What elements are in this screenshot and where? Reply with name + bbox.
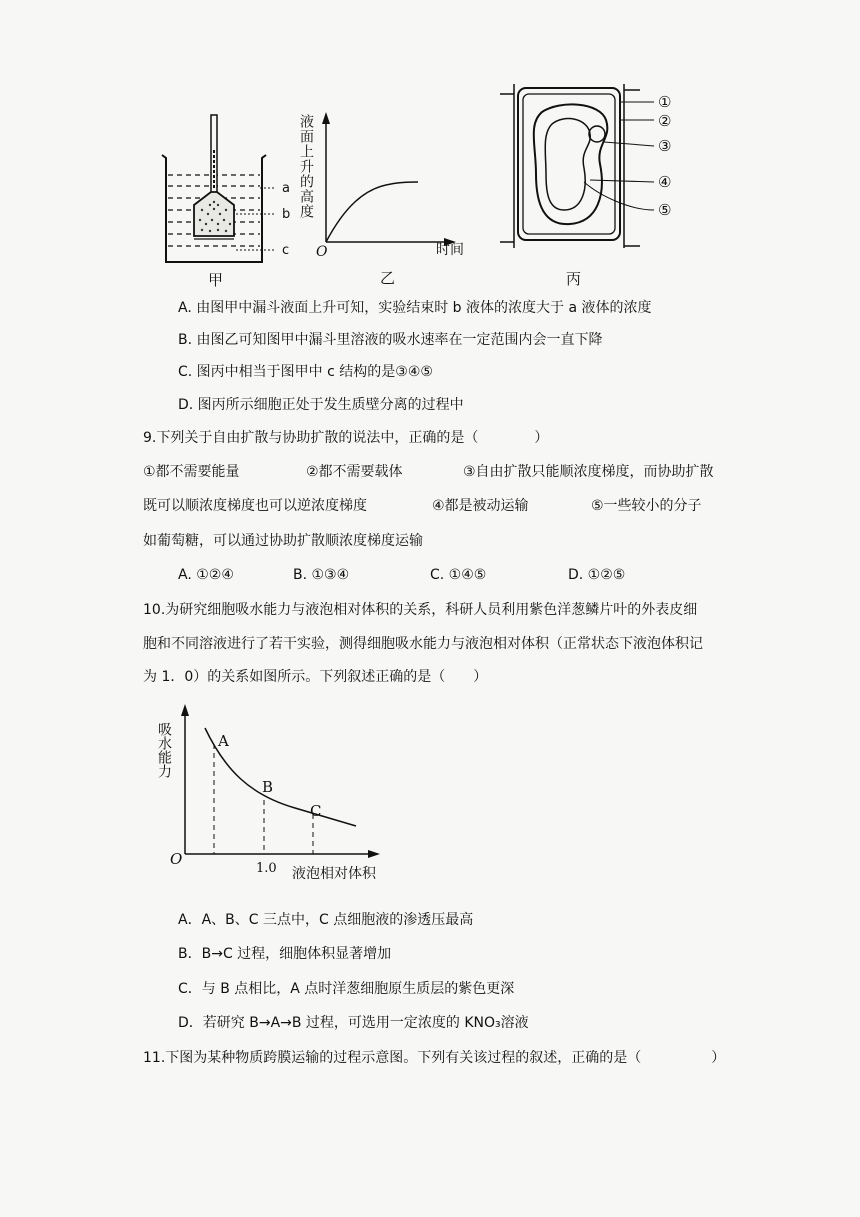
point-c: C [310,802,322,820]
figure-yi-graph [276,100,496,290]
label-a: a [282,181,290,196]
q9-item-1: ①都不需要能量 [143,464,240,480]
q8-option-b: B. 由图乙可知图甲中漏斗里溶液的吸水速率在一定范围内会一直下降 [178,332,603,348]
q9-option-d: D. ①②⑤ [568,567,626,583]
q9-item-5-cont: 如葡萄糖，可以通过协助扩散顺浓度梯度运输 [143,533,423,549]
q10-option-c: C．与 B 点相比，A 点时洋葱细胞原生质层的紫色更深 [178,981,515,997]
q8-option-a: A. 由图甲中漏斗液面上升可知，实验结束时 b 液体的浓度大于 a 液体的浓度 [178,300,652,316]
label-1: ① [658,93,672,111]
caption-yi: 乙 [380,269,396,287]
q10-origin: O [170,850,183,868]
q9-stem: 9.下列关于自由扩散与协助扩散的说法中，正确的是（ ） [143,430,549,446]
q9-item-2: ②都不需要载体 [306,464,403,480]
q8-option-d: D. 图丙所示细胞正处于发生质壁分离的过程中 [178,397,464,413]
x-axis-label: 时间 [436,242,464,258]
q10-stem-line-2: 胞和不同溶液进行了若干实验，测得细胞吸水能力与液泡相对体积（正常状态下液泡体积记 [143,636,703,652]
label-c: c [282,243,290,258]
q9-item-5: ⑤一些较小的分子 [591,498,702,514]
q8-option-c: C. 图丙中相当于图甲中 c 结构的是③④⑤ [178,364,433,380]
q9-item-3-cont: 既可以顺浓度梯度也可以逆浓度梯度 [143,498,367,514]
curve [326,182,418,242]
q10-option-d: D．若研究 B→A→B 过程，可选用一定浓度的 KNO₃溶液 [178,1015,529,1031]
q11-stem: 11.下图为某种物质跨膜运输的过程示意图。下列有关该过程的叙述，正确的是（ ） [143,1050,726,1066]
point-b: B [262,778,274,796]
caption-bing: 丙 [566,270,582,288]
q9-option-a: A. ①②④ [178,567,234,583]
q9-item-4: ④都是被动运输 [432,498,529,514]
point-a: A [218,732,229,750]
q10-x-label: 液泡相对体积 [292,866,376,882]
q9-option-c: C. ①④⑤ [430,567,487,583]
label-4: ④ [658,173,672,191]
label-b: b [282,207,291,222]
q10-option-a: A．A、B、C 三点中，C 点细胞液的渗透压最高 [178,912,474,928]
y-axis-label: 液面上升的高度 [298,114,314,219]
q10-graph [150,700,410,890]
label-5: ⑤ [658,201,672,219]
q10-tick-1: 1.0 [256,861,277,876]
label-2: ② [658,112,672,130]
caption-jia: 甲 [208,271,224,289]
q9-item-3: ③自由扩散只能顺浓度梯度，而协助扩散 [463,464,714,480]
q10-stem-line-1: 10.为研究细胞吸水能力与液泡相对体积的关系，科研人员利用紫色洋葱鳞片叶的外表皮细 [143,602,698,618]
q10-stem-line-3: 为 1．0）的关系如图所示。下列叙述正确的是（ ） [143,669,488,685]
q9-option-b: B. ①③④ [293,567,350,583]
label-3: ③ [658,137,672,155]
q10-y-label: 吸水能力 [156,722,172,778]
figure-bing-plant-cell [500,84,700,290]
origin-label: O [316,244,328,260]
q10-option-b: B．B→C 过程，细胞体积显著增加 [178,946,392,962]
